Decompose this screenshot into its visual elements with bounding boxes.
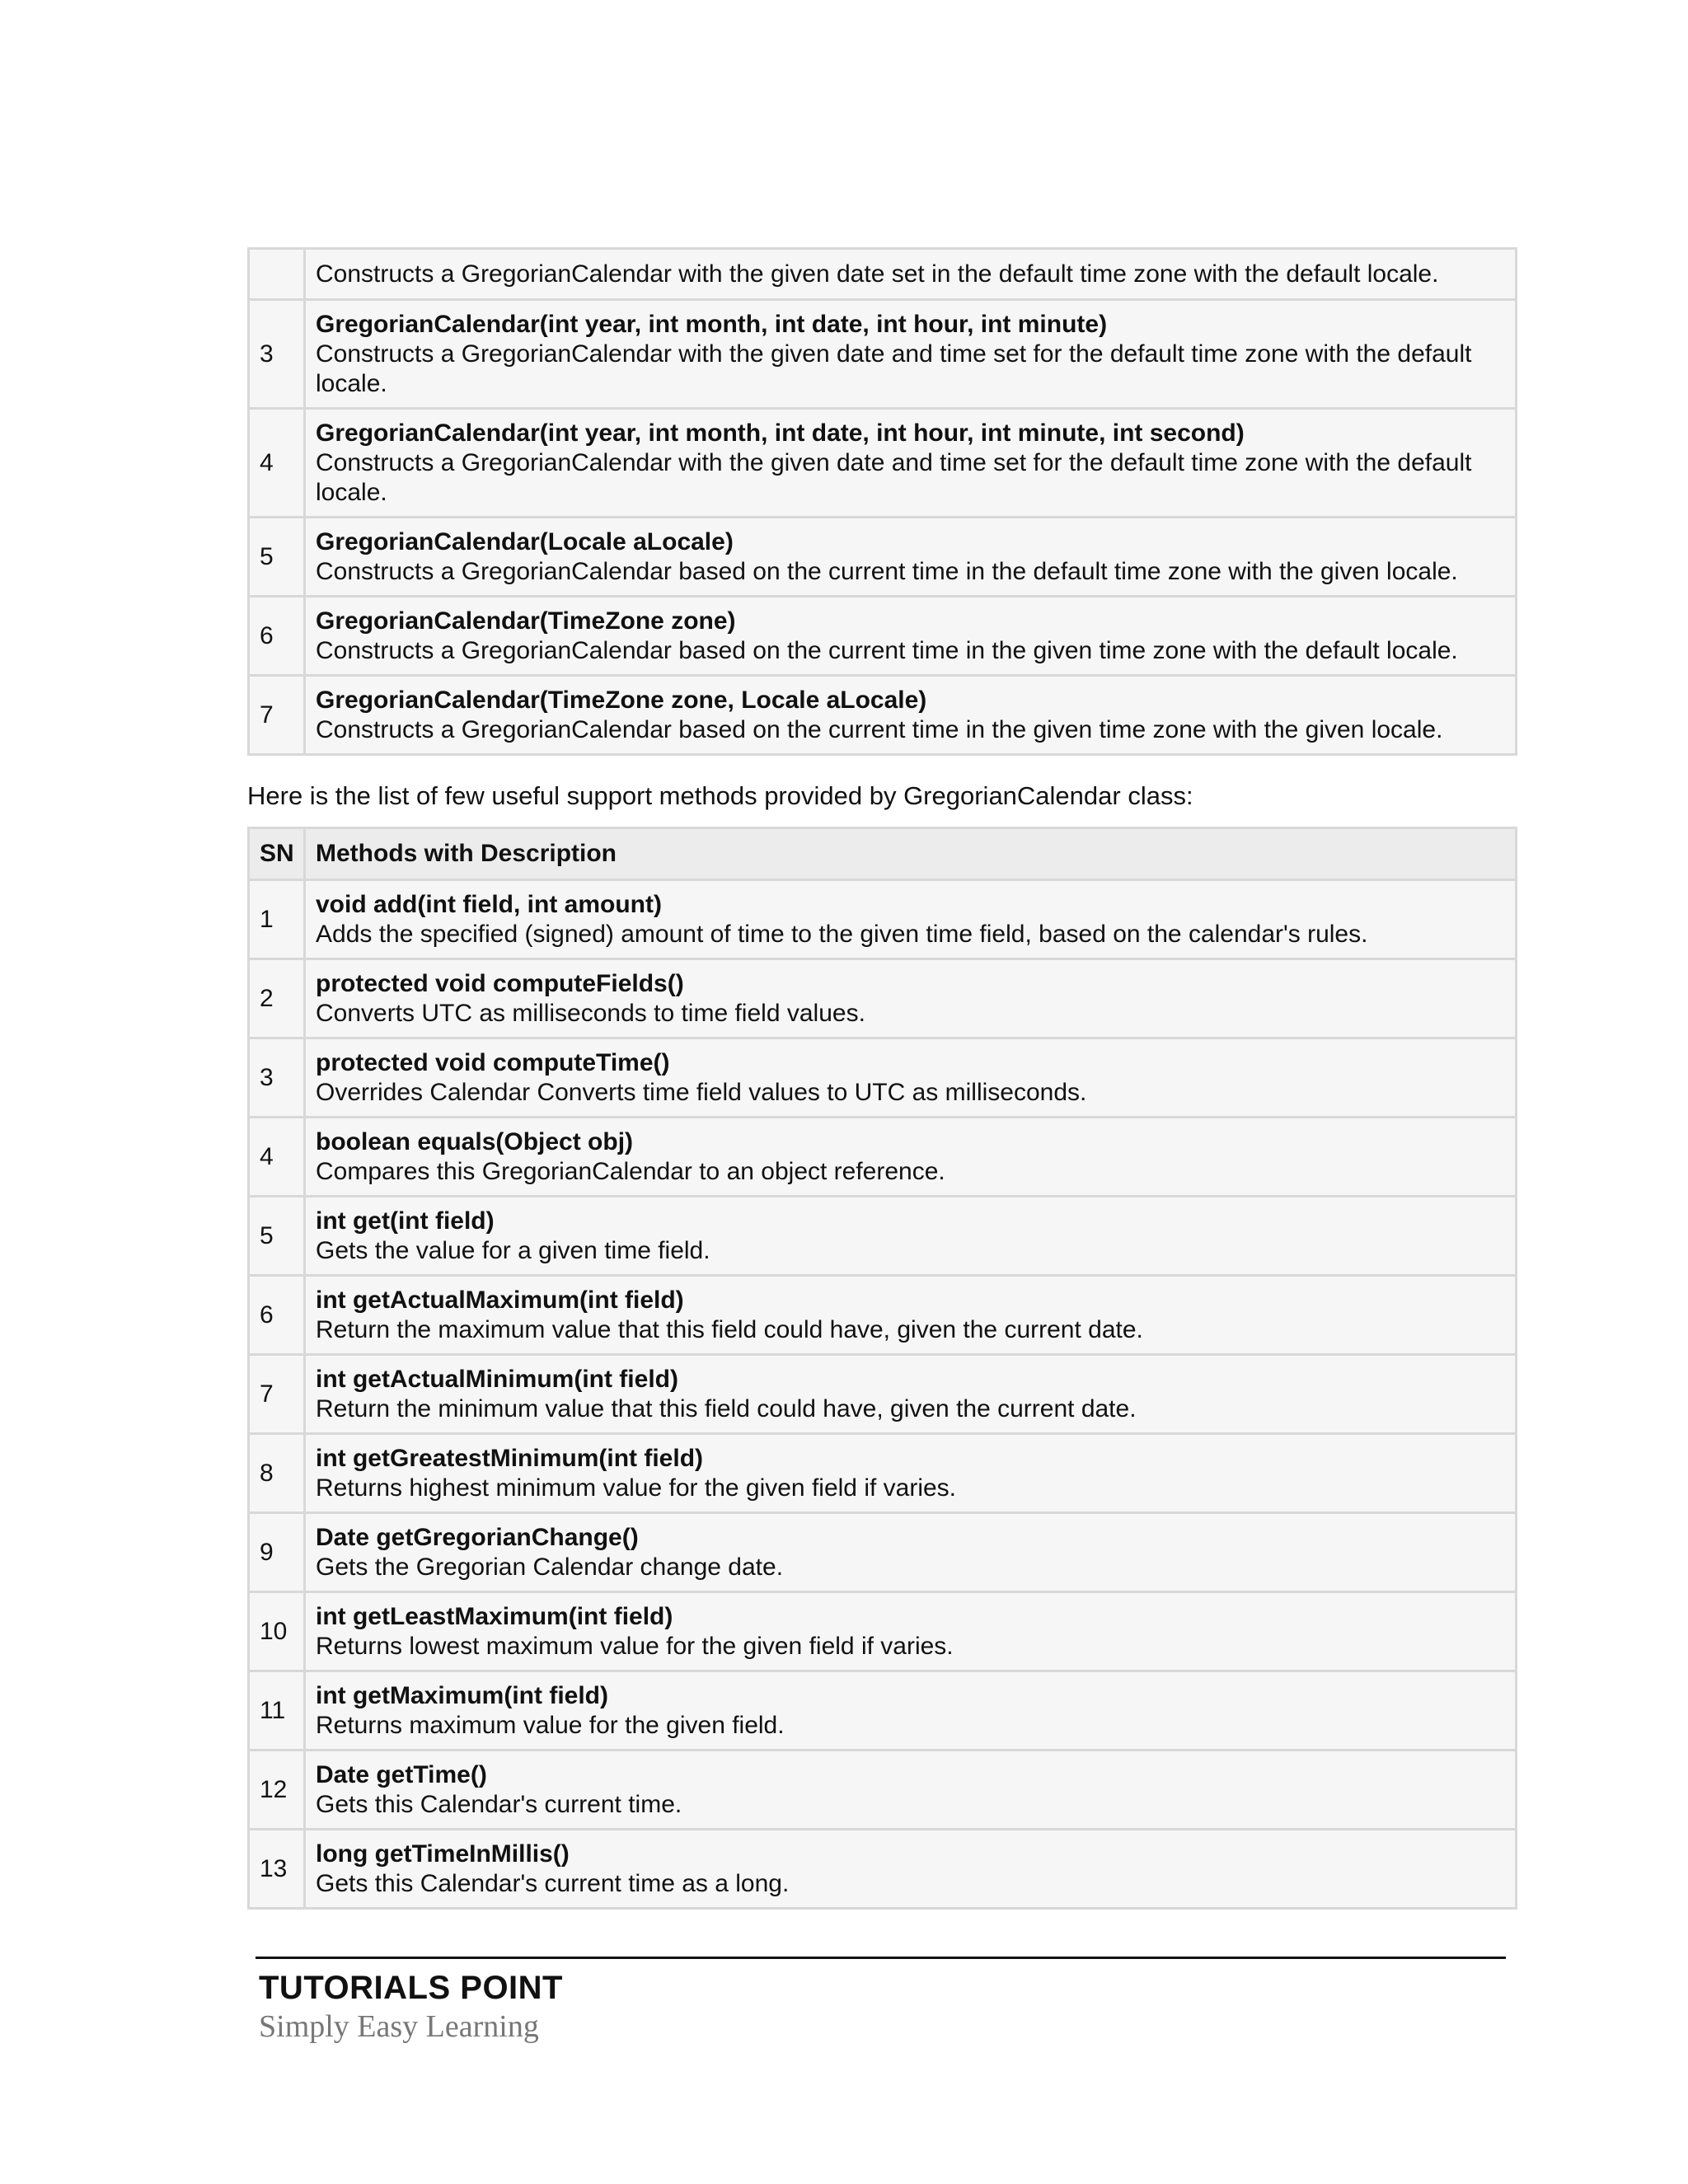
method-signature: protected void computeTime(): [316, 1048, 670, 1076]
method-signature: int getActualMinimum(int field): [316, 1365, 678, 1393]
row-number: 8: [249, 1434, 305, 1513]
table-row: [249, 1830, 1517, 1909]
row-description-cell: [305, 1513, 1517, 1592]
row-number: 6: [249, 597, 305, 676]
table-row: [249, 1038, 1517, 1118]
table-row: [249, 1671, 1517, 1750]
table-row: [249, 1355, 1517, 1434]
table-header-row: [249, 828, 1517, 880]
row-description-cell: [305, 1276, 1517, 1355]
method-description: Returns lowest maximum value for the given field if varies.: [316, 1632, 954, 1660]
row-number: [249, 249, 305, 300]
constructor-description: Constructs a GregorianCalendar with the given date set in the default time zone with the default locale.: [316, 260, 1439, 288]
header-sn: SN: [249, 828, 305, 880]
method-description: Overrides Calendar Converts time field values to UTC as milliseconds.: [316, 1078, 1087, 1106]
table-row: [249, 1276, 1517, 1355]
footer-brand: TUTORIALS POINT: [259, 1970, 563, 2006]
row-description-cell: [305, 959, 1517, 1038]
header-methods-description: Methods with Description: [305, 828, 1517, 880]
table-row: [249, 1118, 1517, 1197]
row-number: 7: [249, 676, 305, 755]
row-description-cell: [305, 518, 1517, 597]
table-row: [249, 1434, 1517, 1513]
table-row: [249, 959, 1517, 1038]
method-signature: protected void computeFields(): [316, 969, 684, 997]
table-row: [249, 249, 1517, 300]
table-row: [249, 880, 1517, 959]
footer-tagline: Simply Easy Learning: [259, 2009, 539, 2044]
row-description-cell: [305, 1592, 1517, 1671]
method-description: Return the minimum value that this field could have, given the current date.: [316, 1394, 1137, 1422]
row-number: 5: [249, 518, 305, 597]
constructor-description: Constructs a GregorianCalendar based on the current time in the given time zone with the given locale.: [316, 715, 1443, 743]
row-number: 7: [249, 1355, 305, 1434]
table-row: [249, 300, 1517, 409]
method-description: Compares this GregorianCalendar to an object reference.: [316, 1157, 945, 1185]
row-number: 3: [249, 300, 305, 409]
constructor-description: Constructs a GregorianCalendar with the given date and time set for the default time zone with the default locale.: [316, 448, 1472, 506]
row-number: 10: [249, 1592, 305, 1671]
table-row: [249, 518, 1517, 597]
row-number: 11: [249, 1671, 305, 1750]
method-description: Returns maximum value for the given field.: [316, 1711, 785, 1739]
row-number: 12: [249, 1750, 305, 1830]
method-signature: int getMaximum(int field): [316, 1681, 608, 1709]
row-description-cell: [305, 676, 1517, 755]
methods-table: [247, 827, 1517, 1910]
methods-intro-paragraph: Here is the list of few useful support methods provided by GregorianCalendar class:: [247, 781, 1193, 810]
row-description-cell: [305, 249, 1517, 300]
row-description-cell: [305, 597, 1517, 676]
constructor-description: Constructs a GregorianCalendar based on the current time in the default time zone with the given locale.: [316, 557, 1458, 585]
constructor-signature: GregorianCalendar(TimeZone zone): [316, 607, 736, 635]
constructor-signature: GregorianCalendar(TimeZone zone, Locale aLocale): [316, 686, 927, 714]
method-description: Gets this Calendar's current time.: [316, 1790, 682, 1818]
constructor-description: Constructs a GregorianCalendar with the given date and time set for the default time zone with the default locale.: [316, 340, 1472, 397]
table-row: [249, 409, 1517, 518]
row-description-cell: [305, 300, 1517, 409]
constructors-table: [247, 247, 1517, 756]
row-number: 1: [249, 880, 305, 959]
method-signature: int get(int field): [316, 1207, 495, 1235]
row-description-cell: [305, 1355, 1517, 1434]
method-signature: Date getGregorianChange(): [316, 1523, 639, 1551]
row-description-cell: [305, 1434, 1517, 1513]
table-row: [249, 1592, 1517, 1671]
method-description: Gets the value for a given time field.: [316, 1236, 710, 1264]
row-number: 4: [249, 1118, 305, 1197]
method-signature: boolean equals(Object obj): [316, 1127, 634, 1155]
row-description-cell: [305, 1830, 1517, 1909]
row-description-cell: [305, 1197, 1517, 1276]
table-row: [249, 597, 1517, 676]
row-description-cell: [305, 409, 1517, 518]
method-signature: int getActualMaximum(int field): [316, 1286, 684, 1314]
row-number: 3: [249, 1038, 305, 1118]
row-number: 4: [249, 409, 305, 518]
method-signature: int getGreatestMinimum(int field): [316, 1444, 704, 1472]
method-description: Gets this Calendar's current time as a long.: [316, 1869, 790, 1897]
method-signature: void add(int field, int amount): [316, 890, 662, 918]
row-number: 9: [249, 1513, 305, 1592]
method-description: Converts UTC as milliseconds to time field values.: [316, 999, 865, 1027]
row-number: 6: [249, 1276, 305, 1355]
method-signature: Date getTime(): [316, 1760, 487, 1788]
table-row: [249, 1197, 1517, 1276]
constructor-signature: GregorianCalendar(Locale aLocale): [316, 527, 734, 555]
table-row: [249, 676, 1517, 755]
row-number: 2: [249, 959, 305, 1038]
constructor-signature: GregorianCalendar(int year, int month, int date, int hour, int minute, int second): [316, 419, 1245, 447]
footer-divider: [256, 1957, 1506, 1959]
method-description: Return the maximum value that this field could have, given the current date.: [316, 1315, 1143, 1343]
table-row: [249, 1750, 1517, 1830]
method-description: Adds the specified (signed) amount of time to the given time field, based on the calendar's rules.: [316, 920, 1368, 948]
method-signature: int getLeastMaximum(int field): [316, 1602, 673, 1630]
row-description-cell: [305, 880, 1517, 959]
row-number: 5: [249, 1197, 305, 1276]
method-description: Returns highest minimum value for the given field if varies.: [316, 1474, 957, 1502]
constructor-description: Constructs a GregorianCalendar based on the current time in the given time zone with the default locale.: [316, 636, 1458, 664]
row-description-cell: [305, 1750, 1517, 1830]
method-description: Gets the Gregorian Calendar change date.: [316, 1553, 784, 1581]
constructor-signature: GregorianCalendar(int year, int month, int date, int hour, int minute): [316, 310, 1108, 338]
method-signature: long getTimeInMillis(): [316, 1840, 570, 1868]
row-description-cell: [305, 1118, 1517, 1197]
row-description-cell: [305, 1038, 1517, 1118]
table-row: [249, 1513, 1517, 1592]
row-description-cell: [305, 1671, 1517, 1750]
row-number: 13: [249, 1830, 305, 1909]
